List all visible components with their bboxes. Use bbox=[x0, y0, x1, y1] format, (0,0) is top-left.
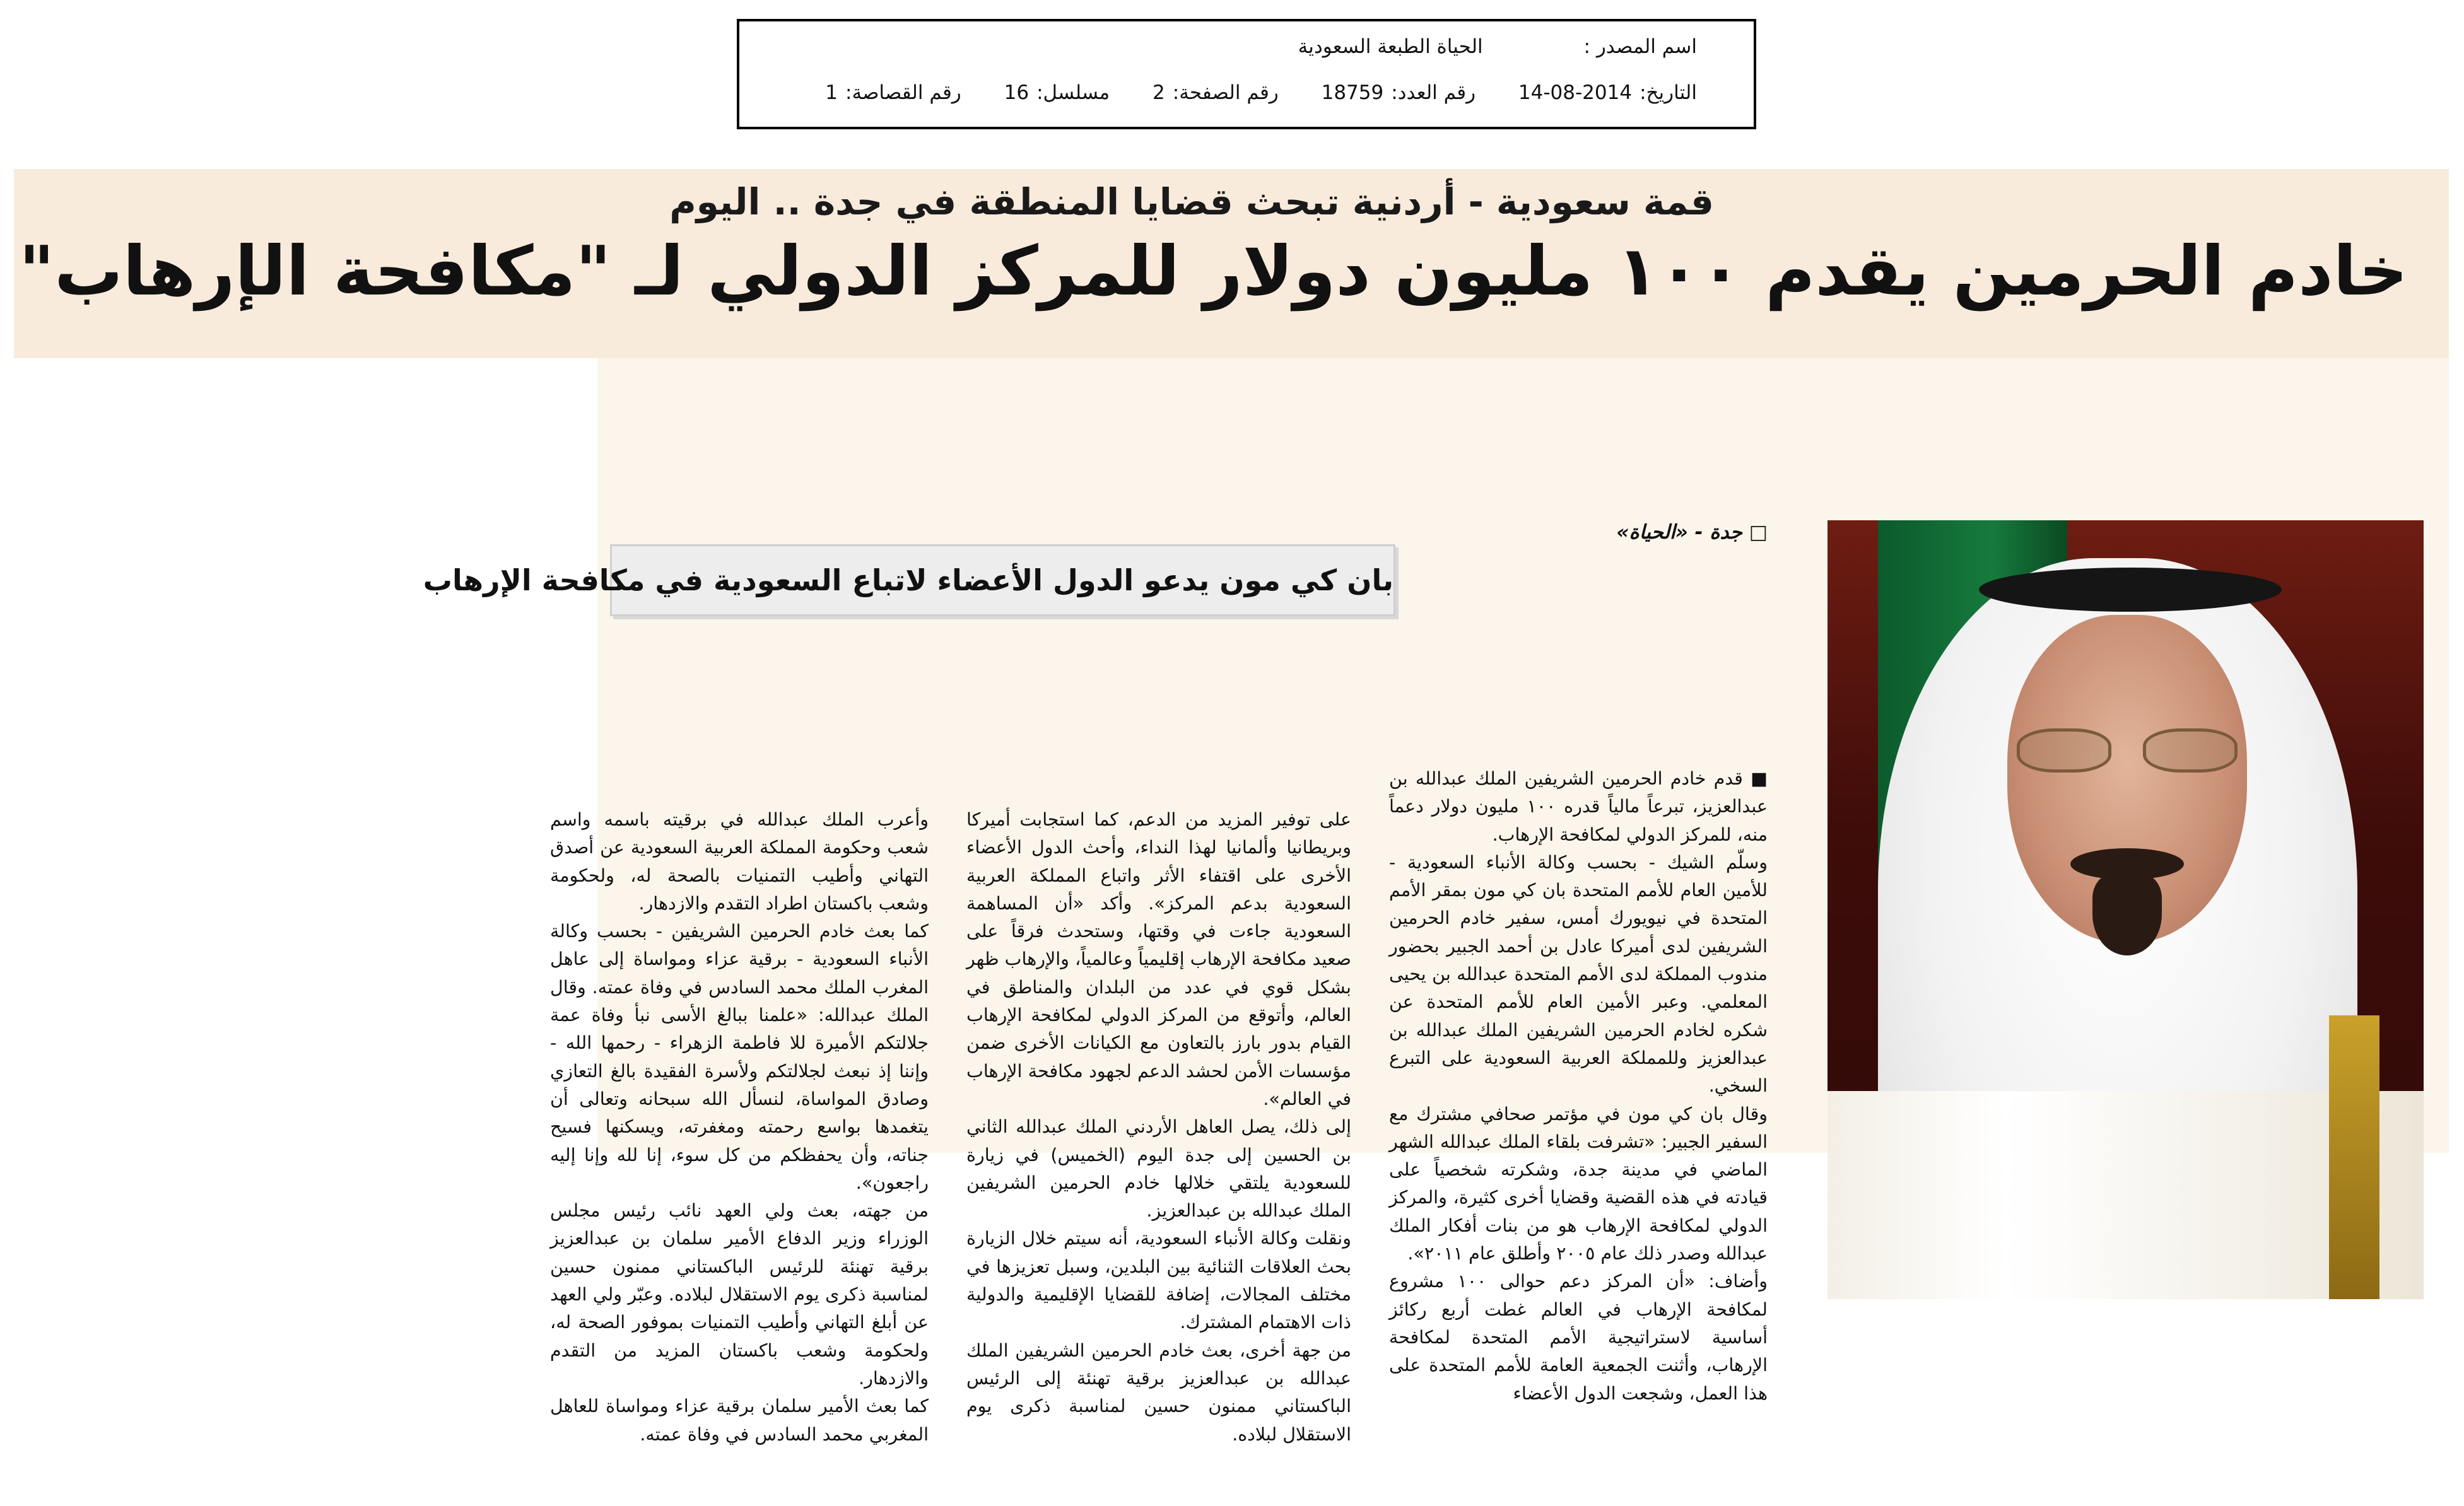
paragraph: كما بعث خادم الحرمين الشريفين - بحسب وكالة الأنباء السعودية - برقية عزاء ومواساة إلى عاهل المغرب الملك محمد السادس في وفاة عمته. وقال الملك عبدالله: «علمنا ببالغ الأسى نبأ وفاة عمة جلالتكم الأميرة للا فاطمة الزهراء - رحمها الله - وإننا إذ نبعث لجلالتكم ولأسرة الفقيدة بالغ التعازي وصادق المواساة، لنسأل الله سبحانه وتعالى أن يتغمدها بواسع رحمته ومغفرته، ويسكنها فسيح جناته، وأن يحفظكم من كل سوء، إنا لله وإنا إليه راجعون». bbox=[550, 921, 929, 1193]
paragraph: على توفير المزيد من الدعم، كما استجابت أميركا وبريطانيا وألمانيا لهذا النداء، وأحث الدول الأعضاء الأخرى على اقتفاء الأثر واتباع المملكة العربية السعودية بدعم المركز». وأكد «أن المساهمة السعودية جاءت في وقتها، وستحدث فرقاً على صعيد مكافحة الإرهاب إقليمياً وعالمياً، والإرهاب ظهر بشكل قوي في عدد من البلدان والمناطق في العالم، وأتوقع من المركز الدولي لمكافحة الإرهاب القيام بدور بارز بالتعاون مع الكيانات الأخرى ضمن مؤسسات الأمن لحشد الدعم لجهود مكافحة الإرهاب في العالم». bbox=[966, 809, 1351, 1109]
paragraph: من جهة أخرى، بعث خادم الحرمين الشريفين الملك عبدالله بن عبدالعزيز برقية تهنئة إلى الرئيس الباكستاني ممنون حسين لمناسبة ذكرى يوم الاستقلال لبلاده. bbox=[966, 1340, 1351, 1445]
date-field bbox=[1518, 81, 1697, 104]
page-value: 2 bbox=[1153, 81, 1165, 104]
date-value: 14-08-2014 bbox=[1518, 81, 1633, 104]
bisht-trim-shape bbox=[2329, 1015, 2379, 1299]
source-value: الحياة الطبعة السعودية bbox=[1298, 35, 1483, 58]
issue-value: 18759 bbox=[1321, 81, 1384, 104]
paragraph: ■ قدم خادم الحرمين الشريفين الملك عبدالله بن عبدالعزيز، تبرعاً مالياً قدره ١٠٠ مليون دولار دعماً منه، للمركز الدولي لمكافحة الإرهاب. bbox=[1389, 768, 1768, 845]
text-column-1 bbox=[1389, 765, 1768, 1497]
paragraph: إلى ذلك، يصل العاهل الأردني الملك عبدالله الثاني بن الحسين إلى جدة اليوم (الخميس) في زيارة للسعودية يلتقي خلالها خادم الحرمين الشريفين الملك عبدالله بن عبدالعزيز. bbox=[966, 1116, 1351, 1222]
paragraph: من جهته، بعث ولي العهد نائب رئيس مجلس الوزراء وزير الدفاع الأمير سلمان بن عبدالعزيز برقية تهنئة للرئيس الباكستاني ممنون حسين لمناسبة ذكرى يوم الاستقلال لبلاده. وعبّر ولي العهد عن أبلغ التهاني وأطيب التمنيات بموفور الصحة له، ولحكومة وشعب باكستان المزيد من التقدم والازدهار. bbox=[550, 1200, 929, 1389]
paragraph: ونقلت وكالة الأنباء السعودية، أنه سيتم خلال الزيارة بحث العلاقات الثنائية بين البلدين، وسبل تعزيزها في مختلف المجالات، إضافة للقضايا الإقليمية والدولية ذات الاهتمام المشترك. bbox=[966, 1228, 1351, 1333]
article-title: خادم الحرمين يقدم ١٠٠ مليون دولار للمركز الدولي لـ "مكافحة الإرهاب" bbox=[18, 232, 2408, 311]
paragraph: وأضاف: «أن المركز دعم حوالى ١٠٠ مشروع لمكافحة الإرهاب في العالم غطت أربع ركائز أساسية لاستراتيجية الأمم المتحدة لمكافحة الإرهاب، وأثنت الجمعية العامة للأمم المتحدة على هذا العمل، وشجعت الدول الأعضاء bbox=[1389, 1271, 1768, 1404]
page-field bbox=[1153, 81, 1279, 104]
source-info-box bbox=[737, 19, 1756, 129]
article-body bbox=[423, 358, 2449, 1445]
article-kicker: قمة سعودية - أردنية تبحث قضايا المنطقة في جدة .. اليوم bbox=[669, 180, 1714, 223]
source-row bbox=[1298, 35, 1697, 58]
paragraph: كما بعث الأمير سلمان برقية عزاء ومواساة للعاهل المغربي محمد السادس في وفاة عمته. bbox=[550, 1396, 929, 1445]
issue-label: رقم العدد: bbox=[1391, 81, 1476, 104]
text-column-3 bbox=[550, 806, 929, 1506]
newspaper-clipping bbox=[14, 169, 2449, 1445]
issue-field bbox=[1322, 81, 1475, 104]
text-column-2 bbox=[966, 806, 1351, 1506]
page-label: رقم الصفحة: bbox=[1172, 81, 1279, 104]
agal-shape bbox=[1979, 568, 2282, 612]
blank-margin bbox=[14, 358, 597, 1153]
serial-field bbox=[1004, 81, 1110, 104]
date-label: التاريخ: bbox=[1640, 81, 1697, 104]
paragraph: وسلّم الشيك - بحسب وكالة الأنباء السعودية - للأمين العام للأمم المتحدة بان كي مون بمقر الأمم المتحدة في نيويورك أمس، سفير خادم الحرمين الشريفين لدى أميركا عادل بن أحمد الجبير بحضور مندوب المملكة لدى الأمم المتحدة عبدالله بن يحيى المعلمي. وعبر الأمين العام للأمم المتحدة عن شكره لخادم الحرمين الشريفين الملك عبدالله بن عبدالعزيز وللمملكة العربية السعودية على التبرع السخي. bbox=[1389, 851, 1768, 1097]
source-label: اسم المصدر : bbox=[1583, 35, 1697, 58]
dateline: □ جدة - «الحياة» bbox=[1616, 521, 1768, 544]
beard-shape bbox=[2092, 873, 2162, 955]
clip-value: 1 bbox=[825, 81, 838, 104]
king-portrait-photo bbox=[1827, 520, 2424, 1299]
clip-field bbox=[825, 81, 961, 104]
serial-label: مسلسل: bbox=[1036, 81, 1110, 104]
paragraph: وقال بان كي مون في مؤتمر صحافي مشترك مع السفير الجبير: «تشرفت بلقاء الملك عبدالله الشهر الماضي في مدينة جدة، وشكرته شخصياً على قيادته في هذه القضية وقضايا أخرى كثيرة، والمركز الدولي لمكافحة الإرهاب هو من بنات أفكار الملك عبدالله وصدر ذلك عام ٢٠٠٥ وأطلق عام ٢٠١١». bbox=[1389, 1103, 1768, 1264]
metadata-row bbox=[789, 81, 1697, 104]
serial-value: 16 bbox=[1004, 81, 1030, 104]
clip-label: رقم القصاصة: bbox=[845, 81, 961, 104]
headline-band bbox=[14, 169, 2449, 358]
article-subhead: بان كي مون يدعو الدول الأعضاء لاتباع السعودية في مكافحة الإرهاب bbox=[610, 544, 1395, 616]
paragraph: وأعرب الملك عبدالله في برقيته باسمه واسم شعب وحكومة المملكة العربية السعودية عن أصدق التهاني وأطيب التمنيات بالصحة له، ولحكومة وشعب باكستان اطراد التقدم والازدهار. bbox=[550, 809, 929, 914]
glasses-shape bbox=[2017, 728, 2238, 779]
